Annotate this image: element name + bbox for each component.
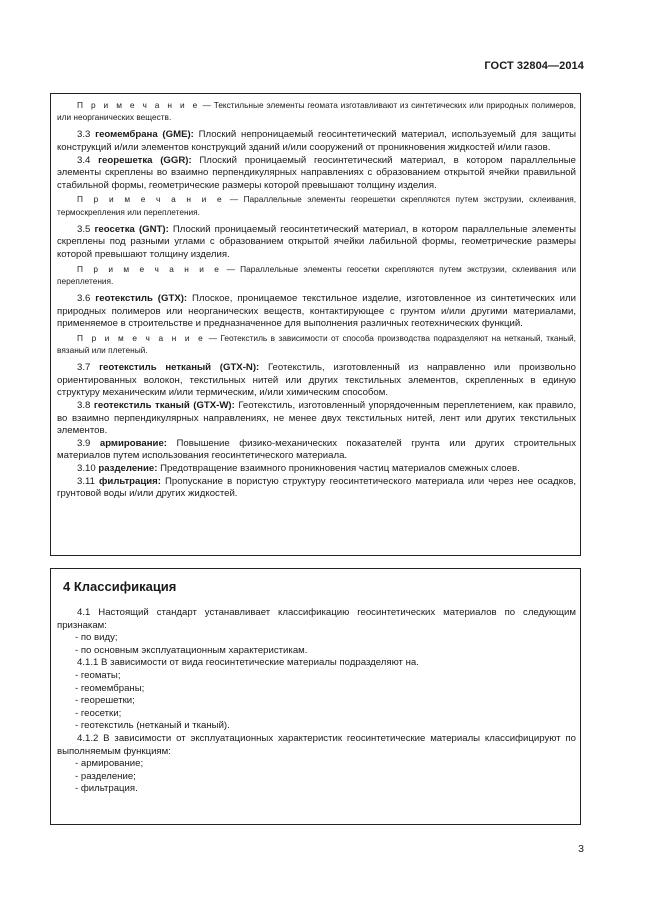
list-item: - геоматы; bbox=[75, 669, 121, 681]
note-geomat bbox=[57, 99, 576, 123]
terms-section bbox=[50, 93, 581, 556]
term-3-11 bbox=[57, 476, 576, 501]
note-text: Текстильные элементы геомата изготавливают из синтетических или природных полимеров, или неорганических веществ. bbox=[57, 100, 576, 123]
note-dash: — bbox=[226, 263, 235, 274]
term-definition: Геотекстиль, изготовленный из направленно или произвольно ориентированных волокон, текстильных нитей или других текстильных элементов, скрепленных в единую структуру механическим и/или термическим, и/или химическим способом. bbox=[57, 362, 576, 399]
note-geotextile bbox=[57, 332, 576, 356]
term-definition: Плоский проницаемый геосинтетический материал, в котором параллельные элементы скреплены во взаимно перпендикулярных направлениях с образованием открытой ячейки правильной стабильной формы, геометрические размеры которой превышают толщину изделия. bbox=[57, 154, 576, 191]
note-label: П р и м е ч а н и е bbox=[77, 332, 206, 343]
classification-section bbox=[50, 568, 581, 825]
term-definition: Пропускание в пористую структуру геосинтетического материала или через нее осадков, грунтовой воды и/или других жидкостей. bbox=[57, 475, 576, 500]
note-text: Геотекстиль в зависимости от способа производства подразделяют на нетканый, тканый, вязаный или плетеный. bbox=[57, 332, 576, 355]
term-number: 3.8 bbox=[77, 399, 91, 411]
list-item: - армирование; bbox=[75, 758, 144, 770]
page-number: 3 bbox=[578, 843, 584, 855]
term-definition: Плоский непроницаемый геосинтетический материал, используемый для защиты конструкций и/или элементов конструкций зданий и/или сооружений от проникновения жидкостей и/или газов. bbox=[57, 129, 576, 153]
note-dash: — bbox=[229, 194, 239, 205]
list-item: - фильтрация. bbox=[75, 783, 138, 795]
term-definition: Геотекстиль, изготовленный упорядоченным переплетением, как правило, во взаимно перпендикулярных направлениях, не менее двух текстильных нитей, лент или других текстильных элементов. bbox=[57, 399, 576, 437]
term-3-5 bbox=[57, 224, 576, 262]
list-item: - по основным эксплуатационным характеристикам. bbox=[75, 644, 308, 656]
term-3-8 bbox=[57, 400, 576, 438]
term-name: геотекстиль нетканый (GTX-N): bbox=[99, 362, 260, 374]
note-label: П р и м е ч а н и е bbox=[77, 263, 222, 274]
note-dash: — bbox=[208, 332, 218, 343]
term-name: разделение: bbox=[98, 462, 158, 474]
term-name: фильтрация: bbox=[99, 475, 161, 487]
term-number: 3.4 bbox=[77, 154, 91, 166]
list-item: - разделение; bbox=[75, 770, 136, 782]
term-number: 3.5 bbox=[77, 223, 91, 235]
note-label: П р и м е ч а н и е bbox=[77, 100, 200, 110]
term-number: 3.6 bbox=[77, 292, 91, 304]
term-number: 3.7 bbox=[77, 362, 91, 374]
term-number: 3.3 bbox=[77, 129, 91, 141]
list-item: - геомембраны; bbox=[75, 682, 145, 694]
note-georeshetka bbox=[57, 193, 576, 217]
term-name: армирование: bbox=[99, 437, 167, 449]
term-definition: Повышение физико-механических показателей грунта или других строительных материалов путем использования геосинтетического материала. bbox=[57, 437, 576, 462]
paragraph-4-1-1: 4.1.1 В зависимости от вида геосинтетические материалы подразделяют на. bbox=[77, 657, 419, 669]
list-item: - геосетки; bbox=[75, 707, 122, 719]
paragraph-4-1-2: 4.1.2 В зависимости от эксплуатационных характеристик геосинтетические материалы классифицируют по выполняемым функциям: bbox=[57, 732, 576, 757]
note-text: Параллельные элементы геосетки скрепляются путем экструзии, склеивания или переплетения. bbox=[57, 263, 576, 286]
document-code: ГОСТ 32804—2014 bbox=[484, 60, 584, 72]
term-3-7 bbox=[57, 362, 576, 400]
term-3-10 bbox=[57, 463, 576, 476]
paragraph-4-1: 4.1 Настоящий стандарт устанавливает классификацию геосинтетических материалов по следующим признакам: bbox=[57, 607, 576, 631]
list-item: - геотекстиль (нетканый и тканый). bbox=[75, 720, 230, 732]
list-item: - георешетки; bbox=[75, 695, 135, 707]
term-name: геосетка (GNT): bbox=[94, 223, 169, 235]
note-dash: — bbox=[202, 100, 211, 110]
term-name: геотекстиль тканый (GTX-W): bbox=[93, 399, 235, 411]
term-name: георешетка (GGR): bbox=[98, 154, 192, 166]
term-3-4 bbox=[57, 155, 576, 193]
term-definition: Плоское, проницаемое текстильное изделие, изготовленное из синтетических или природных полимеров или неорганических веществ, контактирующее с грунтом и/или другими материалами, применяемое в строительстве и предназначенное для выполнения различных геотехнических функций. bbox=[57, 292, 576, 330]
term-definition: Плоский проницаемый геосинтетический материал, в котором параллельные элементы скреплены под разными углами с образованием открытой ячейки лабильной формы, геометрические размеры которой превышают толщину изделия. bbox=[57, 223, 576, 260]
term-number: 3.11 bbox=[77, 475, 95, 487]
term-definition: Предотвращение взаимного проникновения частиц материалов смежных слоев. bbox=[160, 462, 520, 474]
note-geosetka bbox=[57, 263, 576, 287]
term-name: геомембрана (GME): bbox=[95, 129, 194, 141]
note-text: Параллельные элементы георешетки скрепляются путем экструзии, склеивания, термоскрепления или переплетения. bbox=[57, 194, 577, 217]
term-3-9 bbox=[57, 438, 576, 463]
list-item: - по виду; bbox=[75, 632, 118, 644]
term-number: 3.9 bbox=[77, 437, 91, 449]
term-number: 3.10 bbox=[77, 462, 96, 474]
note-label: П р и м е ч а н и е bbox=[77, 194, 225, 205]
term-3-6 bbox=[57, 293, 576, 331]
term-name: геотекстиль (GTX): bbox=[95, 292, 188, 304]
section-heading: 4 Классификация bbox=[63, 579, 177, 594]
term-3-3 bbox=[57, 129, 576, 154]
